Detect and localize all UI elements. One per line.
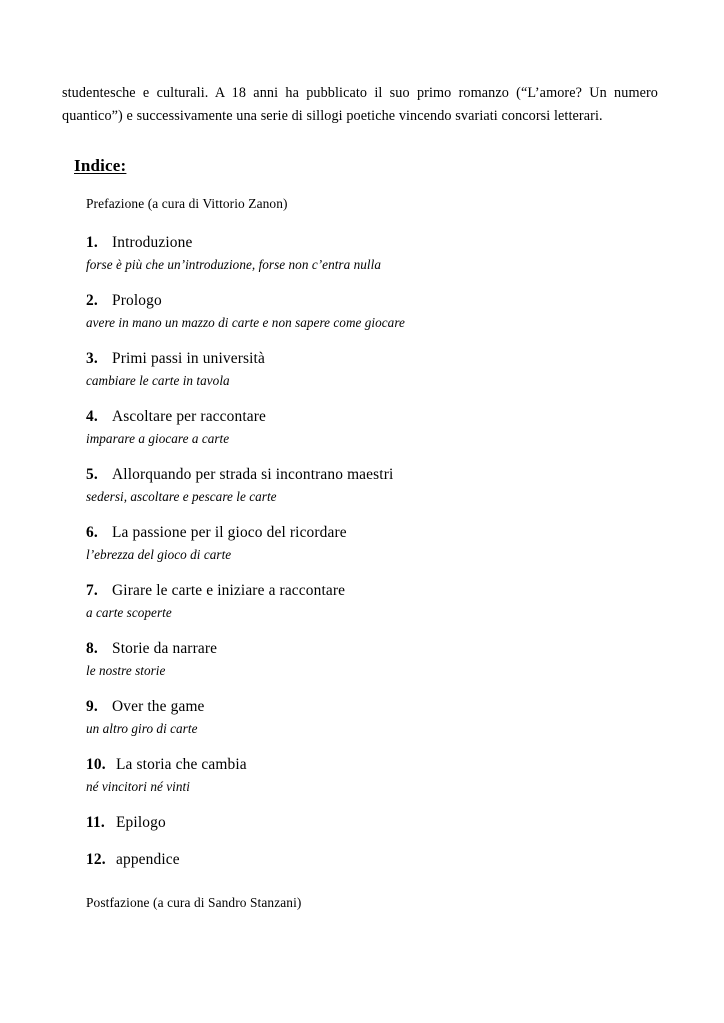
- list-item: [86, 698, 658, 737]
- postface-entry: Postfazione (a cura di Sandro Stanzani): [86, 895, 302, 910]
- list-item: [86, 756, 658, 795]
- toc-number: 5.: [86, 466, 98, 483]
- list-item: [86, 234, 658, 273]
- list-item: [86, 814, 658, 832]
- toc-number: 9.: [86, 698, 98, 715]
- page-content: [62, 82, 658, 911]
- toc-number: 2.: [86, 292, 98, 309]
- toc-number: 1.: [86, 234, 98, 251]
- toc-number: 4.: [86, 408, 98, 425]
- toc-number: 8.: [86, 640, 98, 657]
- toc-number: 11.: [86, 814, 105, 831]
- toc-number: 3.: [86, 350, 98, 367]
- toc-title: La passione per il gioco del ricordare: [112, 524, 347, 541]
- toc-title: Ascoltare per raccontare: [112, 408, 266, 425]
- preface-entry: Prefazione (a cura di Vittorio Zanon): [86, 196, 288, 211]
- list-item: [86, 582, 658, 621]
- toc-title: Over the game: [112, 698, 205, 715]
- page-title: Indice:: [74, 156, 127, 175]
- toc-subtitle: a carte scoperte: [86, 605, 172, 620]
- toc-title: Allorquando per strada si incontrano maestri: [112, 466, 394, 483]
- toc-number: 7.: [86, 582, 98, 599]
- toc-subtitle: imparare a giocare a carte: [86, 431, 230, 446]
- toc-number: 10.: [86, 756, 106, 773]
- toc-title: La storia che cambia: [116, 756, 247, 773]
- list-item: [86, 466, 658, 505]
- toc-number: 12.: [86, 851, 106, 868]
- list-item: [86, 524, 658, 563]
- toc-title: Girare le carte e iniziare a raccontare: [112, 582, 346, 599]
- table-of-contents: [86, 196, 658, 911]
- toc-number: 6.: [86, 524, 98, 541]
- toc-subtitle: sedersi, ascoltare e pescare le carte: [86, 489, 277, 504]
- toc-subtitle: l’ebrezza del gioco di carte: [86, 547, 232, 562]
- toc-title: Introduzione: [112, 234, 193, 251]
- toc-title: Epilogo: [116, 814, 166, 831]
- intro-paragraph: studentesche e culturali. A 18 anni ha pubblicato il suo primo romanzo (“L’amore? Un numero quantico”) e successivamente una serie di sillogi poetiche vincendo svariati concorsi letterari.: [62, 85, 658, 124]
- list-item: [86, 851, 658, 869]
- toc-title: Primi passi in università: [112, 350, 265, 367]
- toc-subtitle: avere in mano un mazzo di carte e non sapere come giocare: [86, 315, 405, 330]
- toc-subtitle: le nostre storie: [86, 663, 166, 678]
- list-item: [86, 350, 658, 389]
- list-item: [86, 292, 658, 331]
- toc-title: Storie da narrare: [112, 640, 218, 657]
- toc-subtitle: cambiare le carte in tavola: [86, 373, 230, 388]
- list-item: [86, 408, 658, 447]
- toc-title: Prologo: [112, 292, 162, 309]
- toc-subtitle: un altro giro di carte: [86, 721, 198, 736]
- toc-subtitle: forse è più che un’introduzione, forse non c’entra nulla: [86, 257, 381, 272]
- list-item: [86, 640, 658, 679]
- toc-title: appendice: [116, 851, 180, 868]
- toc-subtitle: né vincitori né vinti: [86, 779, 190, 794]
